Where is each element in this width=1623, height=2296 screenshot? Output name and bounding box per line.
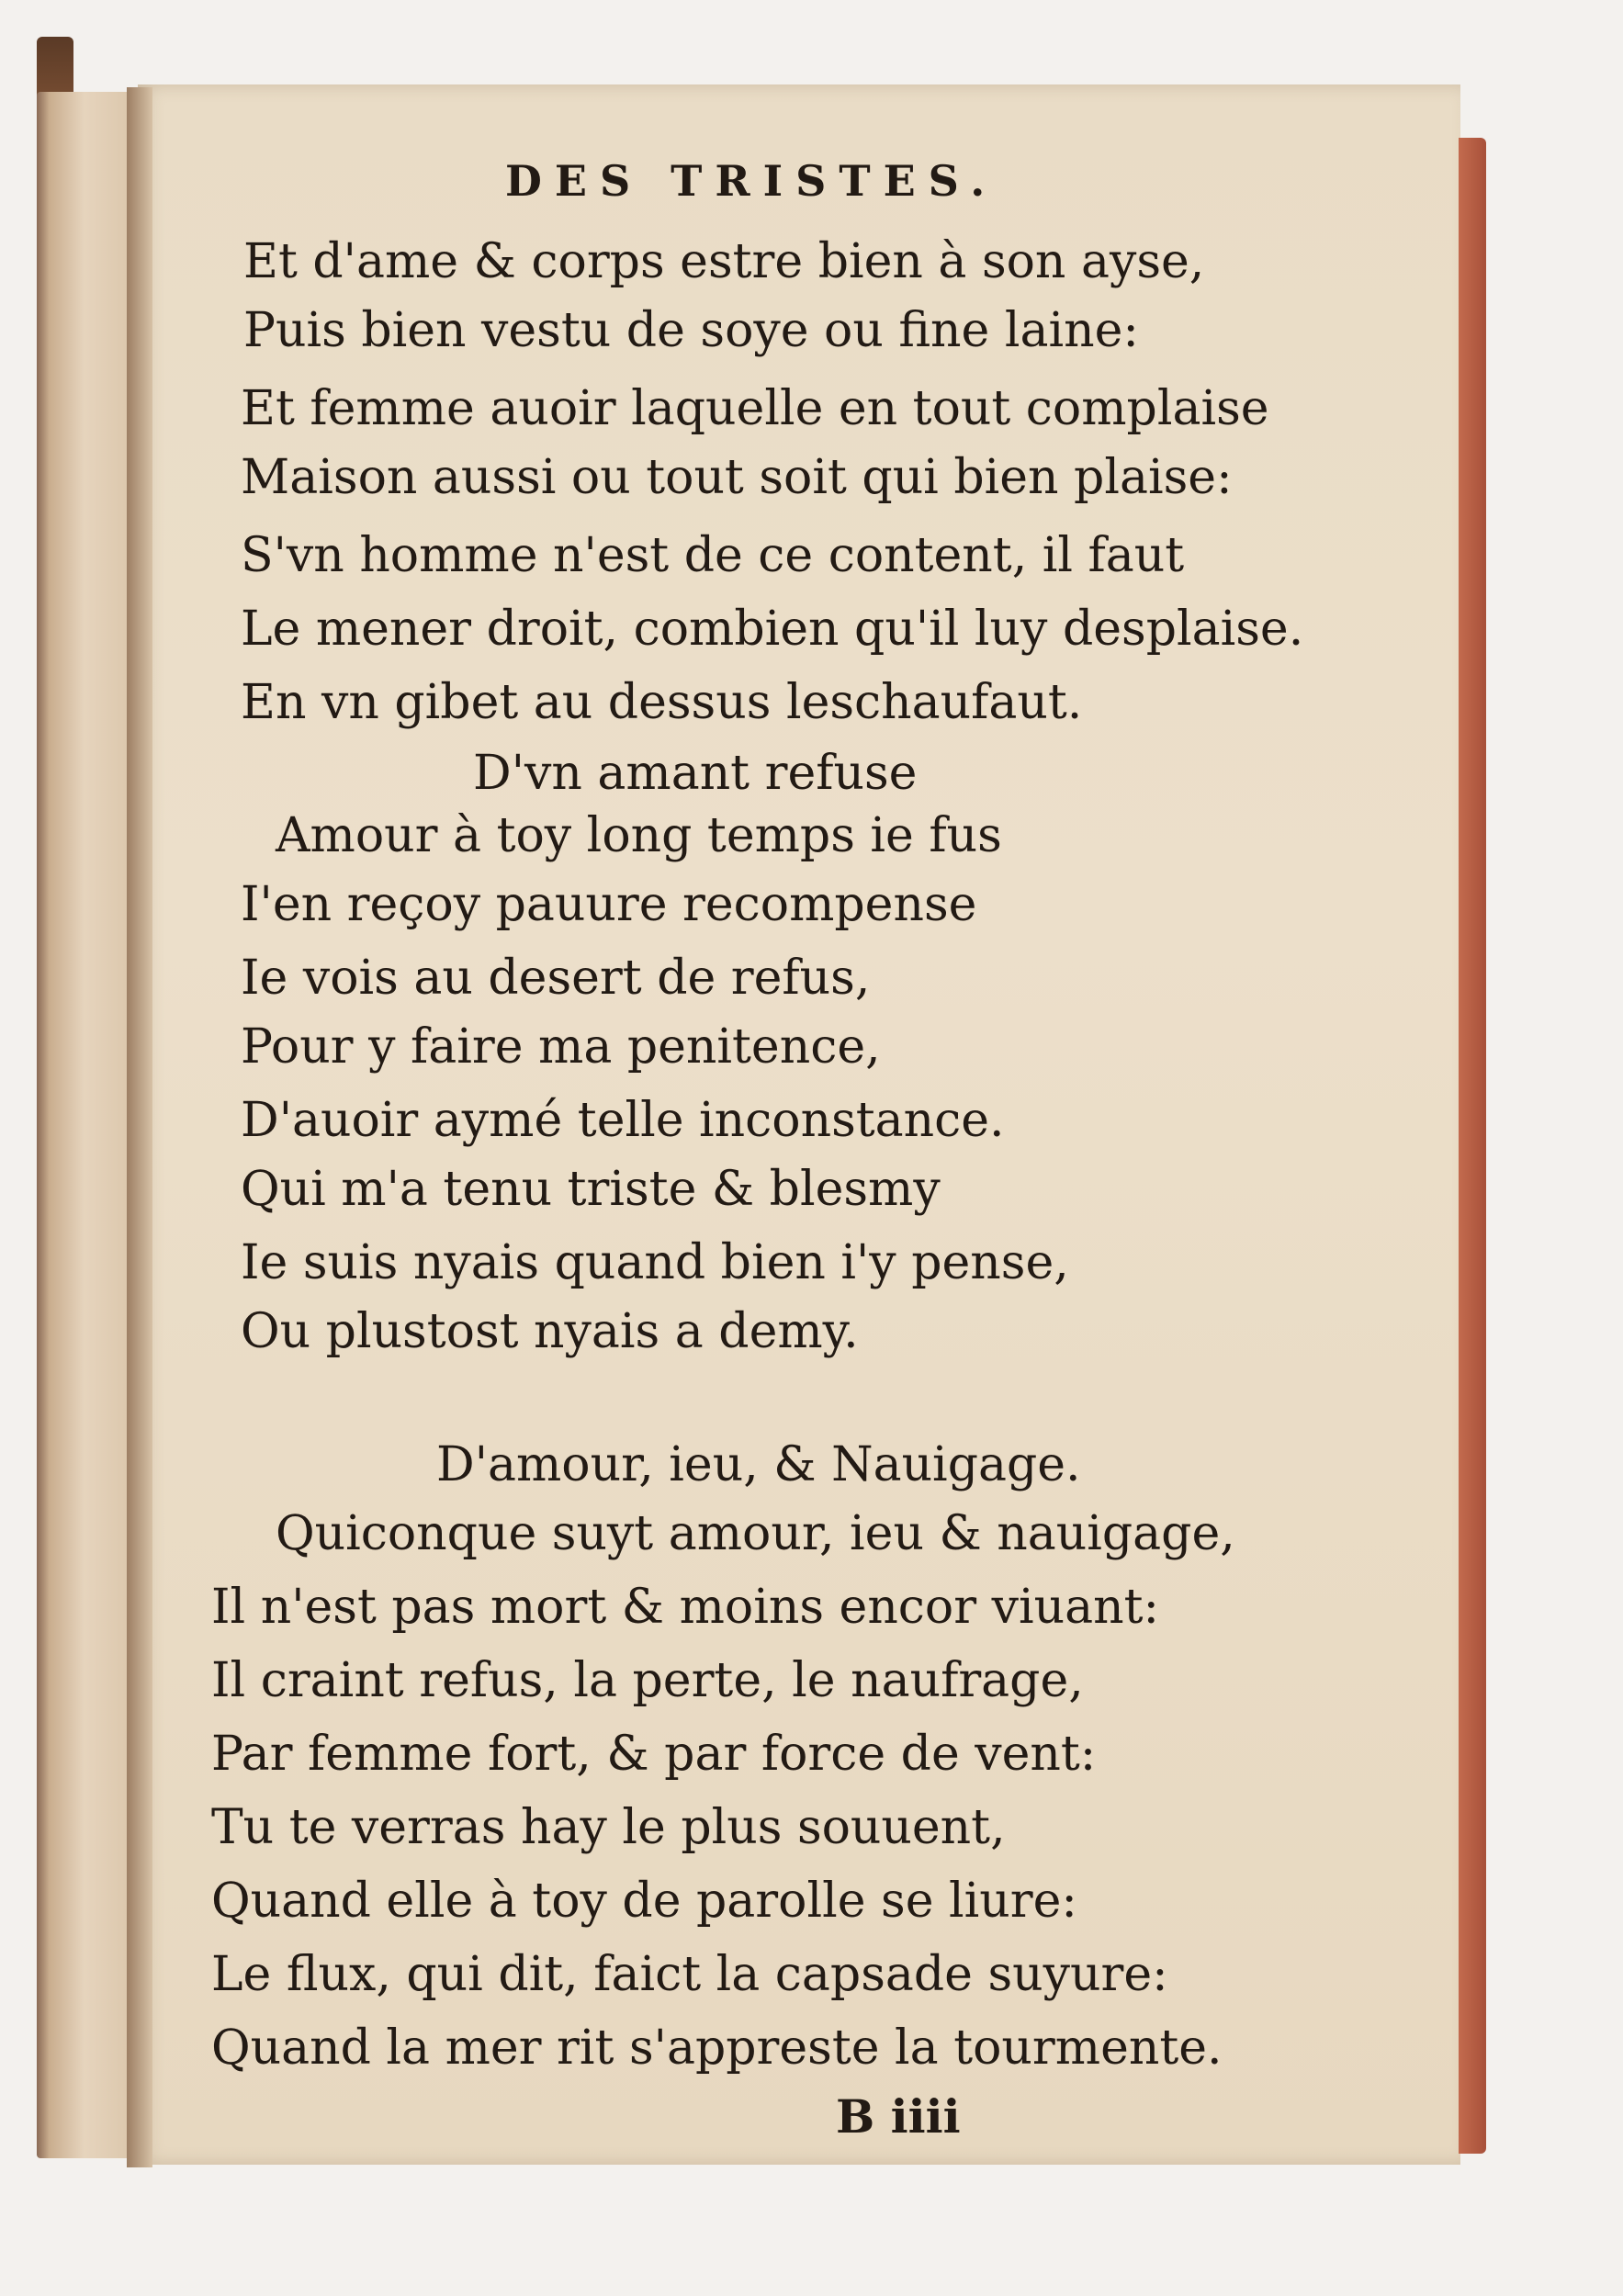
stanza1-line-5: S'vn homme n'est de ce content, il faut [241, 528, 1185, 583]
stanza1-line-4: Maison aussi ou tout soit qui bien plaise: [241, 450, 1233, 505]
stanza1-line-2: Puis bien vestu de soye ou fine laine: [243, 303, 1139, 358]
page-fore-edge [1459, 138, 1486, 2154]
stanza1-line-3: Et femme auoir laquelle en tout complaise [241, 381, 1269, 436]
poem2-line-5: D'auoir aymé telle inconstance. [241, 1093, 1005, 1148]
poem3-title: D'amour, ieu, & Nauigage. [436, 1437, 1081, 1492]
poem2-line-8: Ou plustost nyais a demy. [241, 1304, 859, 1359]
poem2-line-7: Ie suis nyais quand bien i'y pense, [241, 1235, 1069, 1290]
stanza1-line-7: En vn gibet au dessus leschaufaut. [241, 675, 1083, 730]
poem3-line-1: Quiconque suyt amour, ieu & nauigage, [276, 1506, 1235, 1561]
signature-mark: B iiii [836, 2089, 961, 2144]
running-head: DES TRISTES. [505, 156, 998, 206]
poem2-line-4: Pour y faire ma penitence, [241, 1019, 881, 1075]
poem2-line-6: Qui m'a tenu triste & blesmy [241, 1162, 941, 1217]
poem3-line-2: Il n'est pas mort & moins encor viuant: [211, 1580, 1160, 1635]
poem3-line-7: Le flux, qui dit, faict la capsade suyure: [211, 1947, 1168, 2002]
stanza1-line-1: Et d'ame & corps estre bien à son ayse, [243, 234, 1205, 289]
stanza1-line-6: Le mener droit, combien qu'il luy desplaise. [241, 602, 1304, 657]
gutter-shadow [127, 87, 152, 2167]
poem3-line-6: Quand elle à toy de parolle se liure: [211, 1874, 1077, 1929]
poem3-line-4: Par femme fort, & par force de vent: [211, 1727, 1097, 1782]
poem3-line-8: Quand la mer rit s'appreste la tourmente. [211, 2020, 1223, 2076]
poem2-line-3: Ie vois au desert de refus, [241, 951, 871, 1006]
poem3-line-3: Il craint refus, la perte, le naufrage, [211, 1653, 1084, 1708]
poem2-title: D'vn amant refuse [473, 746, 918, 801]
poem2-line-1: Amour à toy long temps ie fus [276, 808, 1002, 863]
poem3-line-5: Tu te verras hay le plus souuent, [211, 1800, 1006, 1855]
poem2-line-2: I'en reçoy pauure recompense [241, 877, 977, 932]
